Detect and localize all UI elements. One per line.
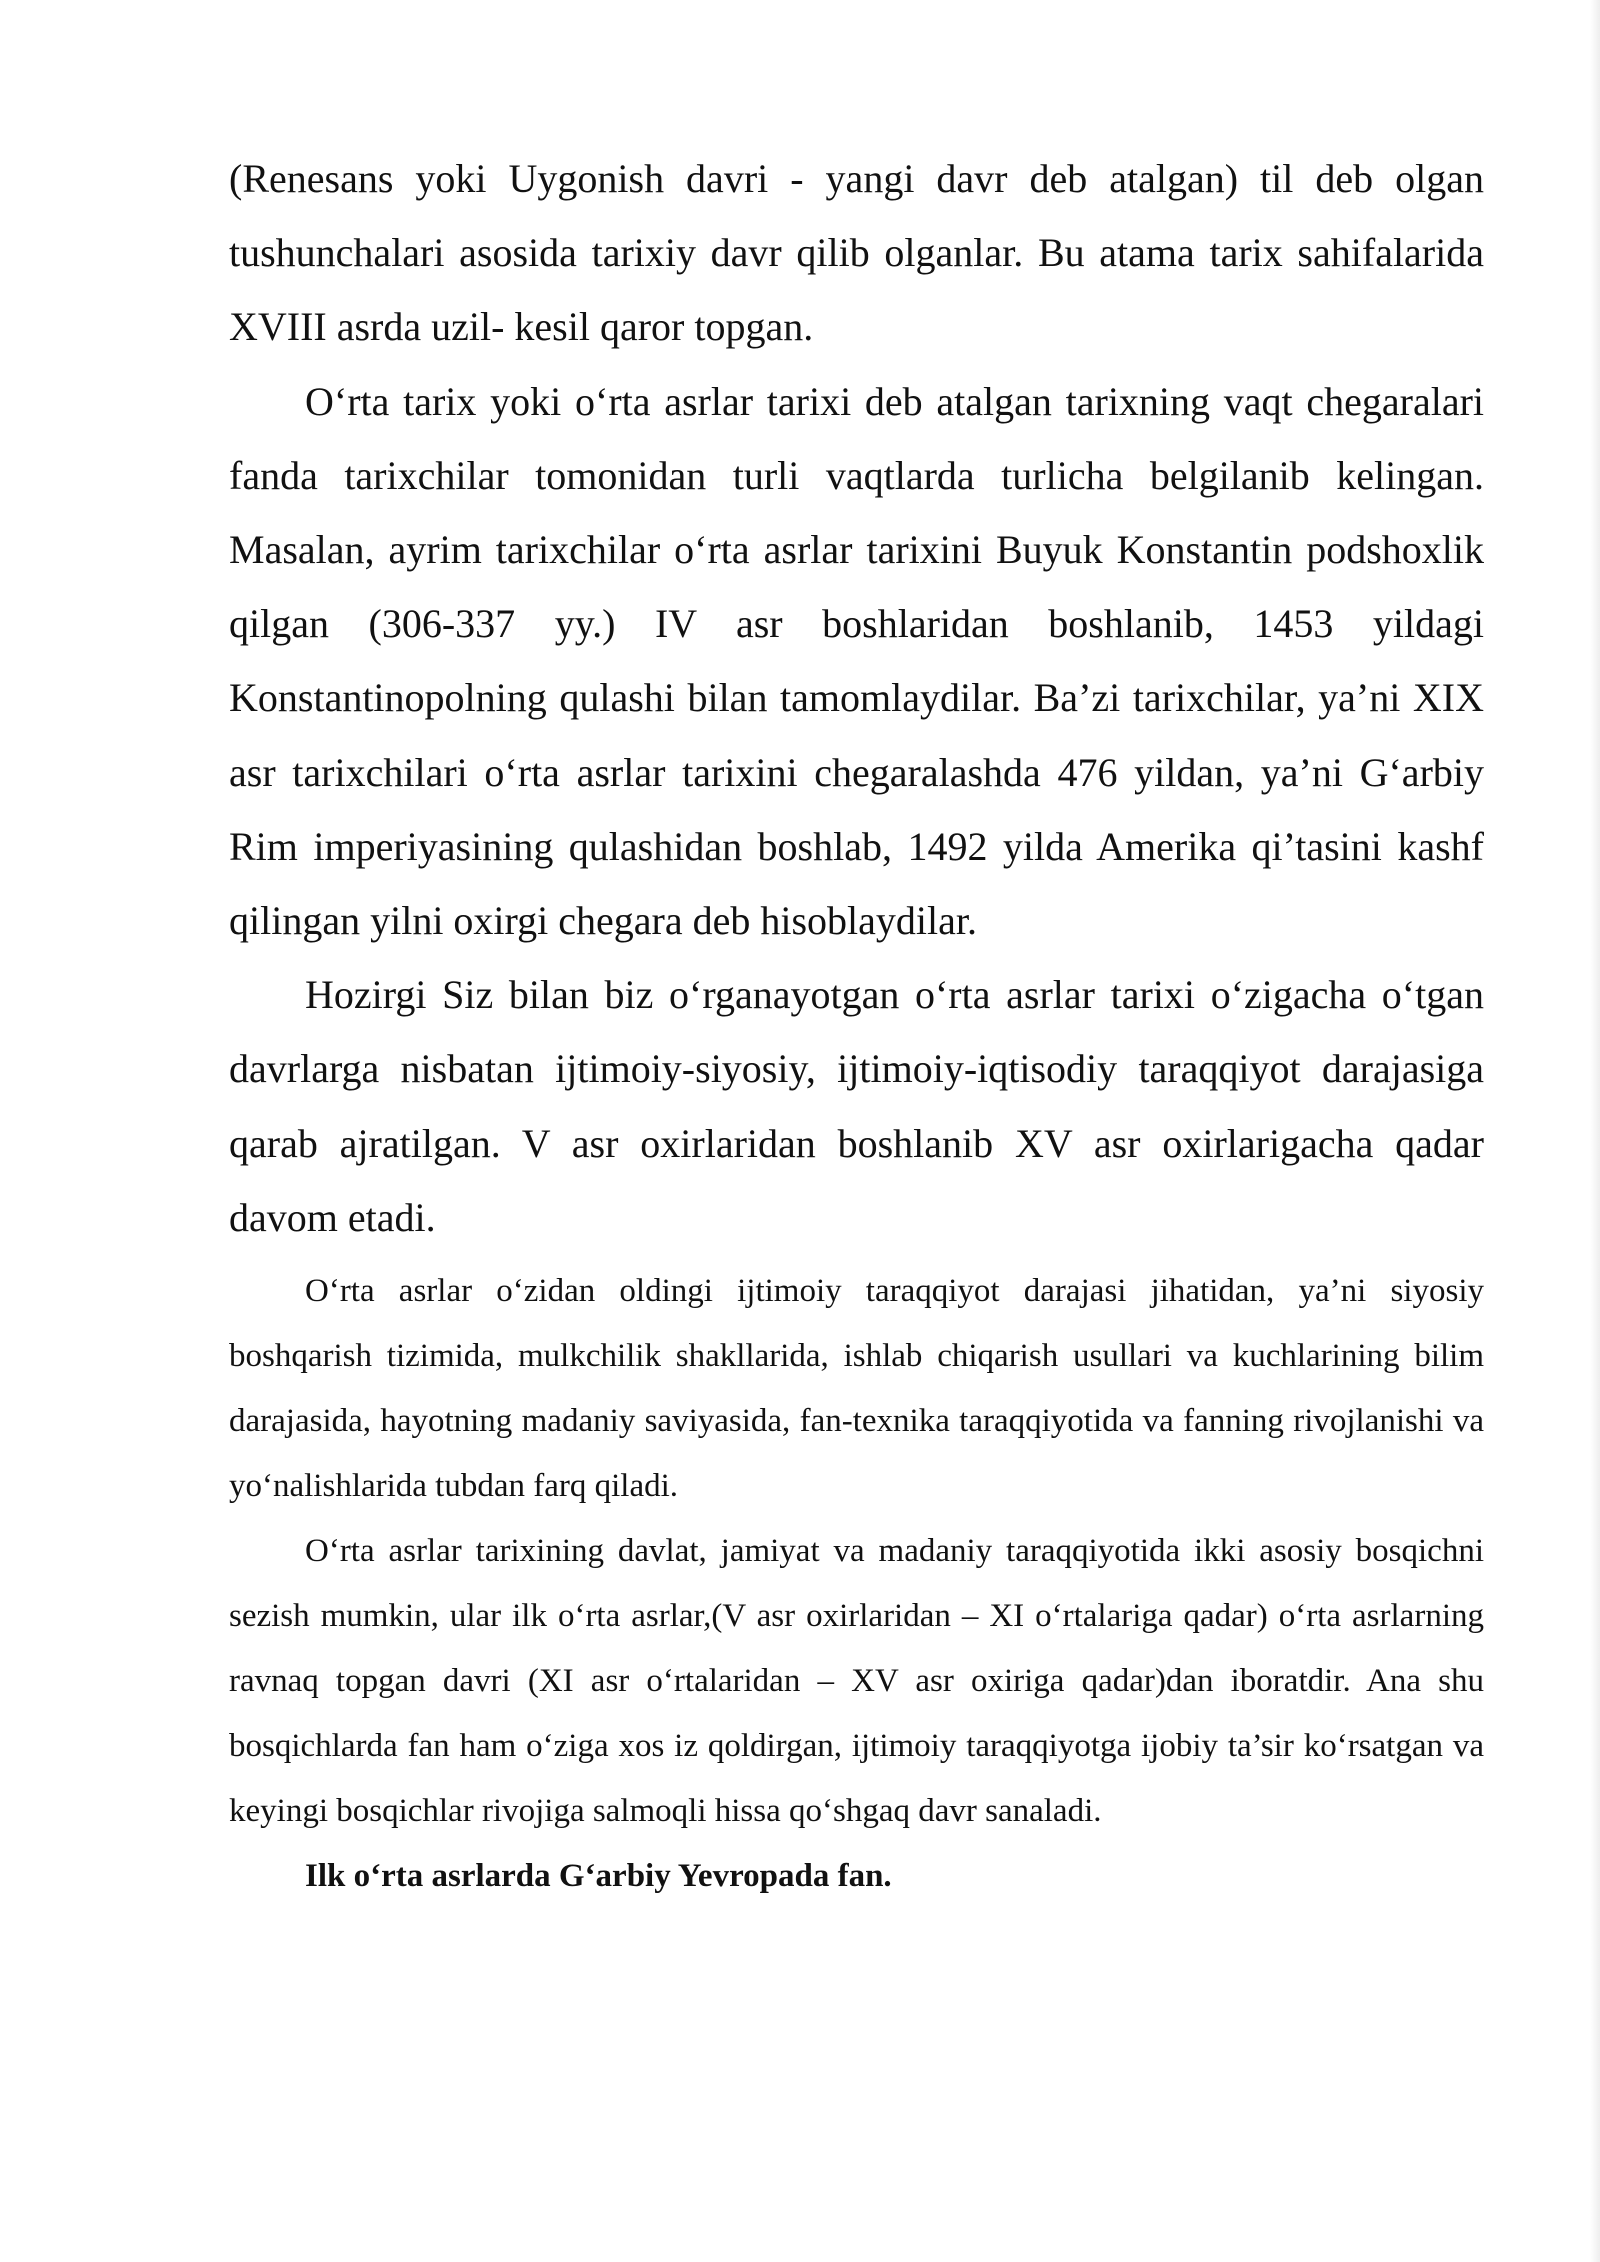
paragraph-current-period: Hozirgi Siz bilan biz o‘rganayotgan o‘rta asrlar tarixi o‘zigacha o‘tgan davrlarga nisbatan ijtimoiy-siyosiy, ijtimoiy-iqtisodiy taraqqiyot darajasiga qarab ajratilgan. V asr oxirlaridan boshlanib XV asr oxirlarigacha qadar davom etadi.	[229, 972, 1484, 1240]
document-body	[229, 142, 1484, 1909]
paragraph-renaissance: (Renesans yoki Uygonish davri - yangi davr deb atalgan) til deb olgan tushunchalari asosida tarixiy davr qilib olganlar. Bu atama tarix sahifalarida XVIII asrda uzil- kesil qaror topgan.	[229, 156, 1484, 350]
paragraph-differences: O‘rta asrlar o‘zidan oldingi ijtimoiy taraqqiyot darajasi jihatidan, ya’ni siyosiy boshqarish tizimida, mulkchilik shakllarida, ishlab chiqarish usullari va kuchlarining bilim darajasida, hayotning madaniy saviyasida, fan-texnika taraqqiyotida va fanning rivojlanishi va yo‘nalishlarida tubdan farq qiladi.	[229, 1273, 1484, 1505]
paragraph-two-stages: O‘rta asrlar tarixining davlat, jamiyat va madaniy taraqqiyotida ikki asosiy bosqichni sezish mumkin, ular ilk o‘rta asrlar,(V asr oxirlaridan – XI o‘rtalariga qadar) o‘rta asrlarning ravnaq topgan davri (XI asr o‘rtalaridan – XV asr oxiriga qadar)dan iboratdir. Ana shu bosqichlarda fan ham o‘ziga xos iz qoldirgan, ijtimoiy taraqqiyotga ijobiy ta’sir ko‘rsatgan va keyingi bosqichlar rivojiga salmoqli hissa qo‘shgaq davr sanaladi.	[229, 1533, 1484, 1830]
paragraph-middle-ages-boundaries: O‘rta tarix yoki o‘rta asrlar tarixi deb atalgan tarixning vaqt chegaralari fanda tarixchilar tomonidan turli vaqtlarda turlicha belgilanib kelingan. Masalan, ayrim tarixchilar o‘rta asrlar tarixini Buyuk Konstantin podshoxlik qilgan (306-337 yy.) IV asr boshlaridan boshlanib, 1453 yildagi Konstantinopolning qulashi bilan tamomlaydilar. Ba’zi tarixchilar, ya’ni XIX asr tarixchilari o‘rta asrlar tarixini chegaralashda 476 yildan, ya’ni G‘arbiy Rim imperiyasining qulashidan boshlab, 1492 yilda Amerika qi’tasini kashf qilingan yilni oxirgi chegara deb hisoblaydilar.	[229, 378, 1484, 944]
section-heading: Ilk o‘rta asrlarda G‘arbiy Yevropada fan.	[305, 1858, 892, 1895]
page-edge	[1590, 0, 1600, 2262]
